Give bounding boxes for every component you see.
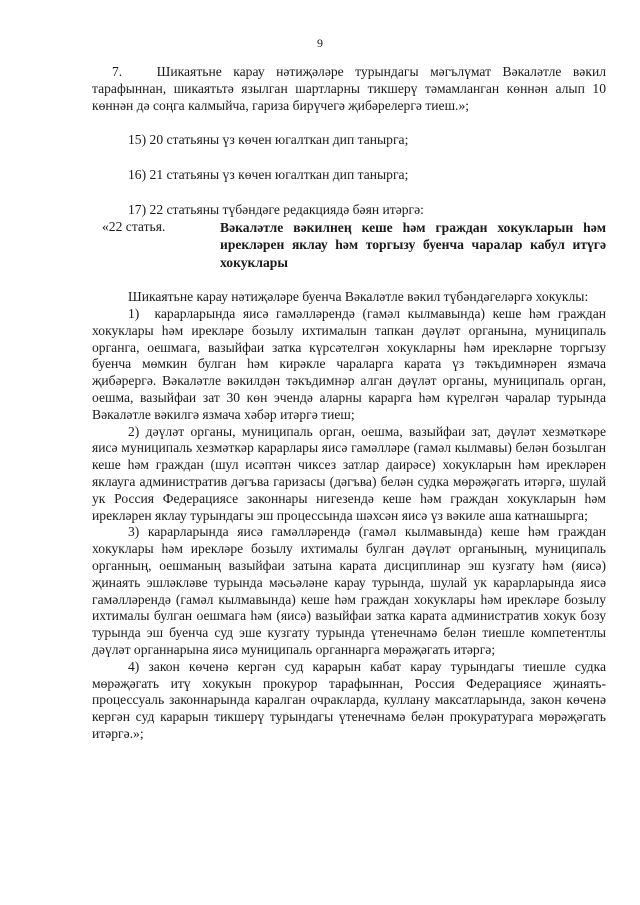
paragraph-17: 17) 22 статьяны түбәндәге редакциядә бәян итәргә: (128, 201, 424, 217)
article-heading (92, 219, 606, 272)
article-intro: Шикаятьне карау нәтиҗәләре буенча Вәкаләтле вәкил түбәндәгеләргә хокуклы: (128, 289, 589, 305)
article-item-2: 2) дәүләт органы, муниципаль орган, оешма, вазыйфаи зат, дәүләт хезмәткәре яисә муниципаль хезмәткәр карарлары яисә гамәлләре (гамәл кылмавы) белән бозылган кеше һәм граждан (шул исәптән чиксез затлар даирәсе) хокукларын һәм ирекләрен яклауга административ дәгъва гаризасы (дәгъва) белән судка мөрәҗәгать итәргә, шулай ук Россия Федерациясе законнары нигезендә кеше һәм граждан хокукларын һәм ирекләрен яклау турындагы эш процессында шәхсән яисә үз вәкиле аша катнашырга; (92, 423, 606, 523)
article-title: Вәкаләтле вәкилнең кеше һәм граждан хокукларын һәм ирекләрен яклау һәм торгызу буенча чаралар кабул итүгә хокуклары (220, 219, 606, 270)
article-item-1: 1) карарларында яисә гамәлләрендә (гамәл кылмавында) кеше һәм граждан хокуклары һәм ирекләре бозылу ихтималын тапкан дәүләт органына, муниципаль органга, оешмага, вазыйфаи затка күрсәтелгән хокукларны һәм ирекләрне торгызу буенча мөмкин булган һәм кирәкле чараларга карата үз тәкъдимнәрен язмача җибәрергә. Вәкаләтле вәкилдән тәкъдимнәр алган дәүләт органы, муниципаль орган, оешма, вазыйфаи зат 30 көн эчендә аларны карарга һәм күрелгән чаралар турында Вәкаләтле вәкилгә язмача хәбәр итәргә тиеш; (92, 306, 606, 422)
article-number: «22 статья. (102, 218, 166, 234)
page-number: 9 (317, 36, 323, 50)
article-item-3: 3) карарларында яисә гамәлләрендә (гамәл кылмавында) кеше һәм граждан хокуклары һәм ирекләре бозылу ихтималы булган дәүләт органының, муниципаль органның, оешманың вазыйфаи затына карата дисциплинар эш кузгату һәм (яисә) җинаять эшләкләве турында мәсьәләне карау турында, шулай ук карарларында яисә гамәлләрендә (гамәл кылмавында) кеше һәм граждан хокуклары һәм ирекләре бозылу ихтималы булган оешмага һәм (яисә) вазыйфаи затка карата административ хокук бозу турында эш буенча суд эше кузгату турында үтенечнамә белән тиешле компетентлы дәүләт органнарына яисә муниципаль органнарга мөрәҗәгать итәргә; (92, 524, 606, 658)
paragraph-16: 16) 21 статьяны үз көчен югалткан дип танырга; (128, 167, 409, 183)
paragraph-15: 15) 20 статьяны үз көчен югалткан дип танырга; (128, 132, 409, 148)
document-body (92, 64, 606, 743)
article-item-4: 4) закон көченә кергән суд карарын кабат карау турындагы тиешле судка мөрәҗәгать итү хокукын прокурор тарафыннан, Россия Федерациясе җинаять-процессуаль законнарында каралган очракларда, куллану максатларында, закон көченә кергән суд карарын тикшерү турындагы үтенечнамә белән прокуратурага мөрәҗәгать итәргә.»; (92, 658, 606, 741)
paragraph-7: 7. Шикаятьне карау нәтиҗәләре турындагы мәгълүмат Вәкаләтле вәкил тарафыннан, шикаятьтә язылган шартларны тикшерү тәмамланган көннән алып 10 көннән дә соңга калмыйча, гариза бирүчегә җибәрелергә тиеш.»; (92, 64, 606, 113)
